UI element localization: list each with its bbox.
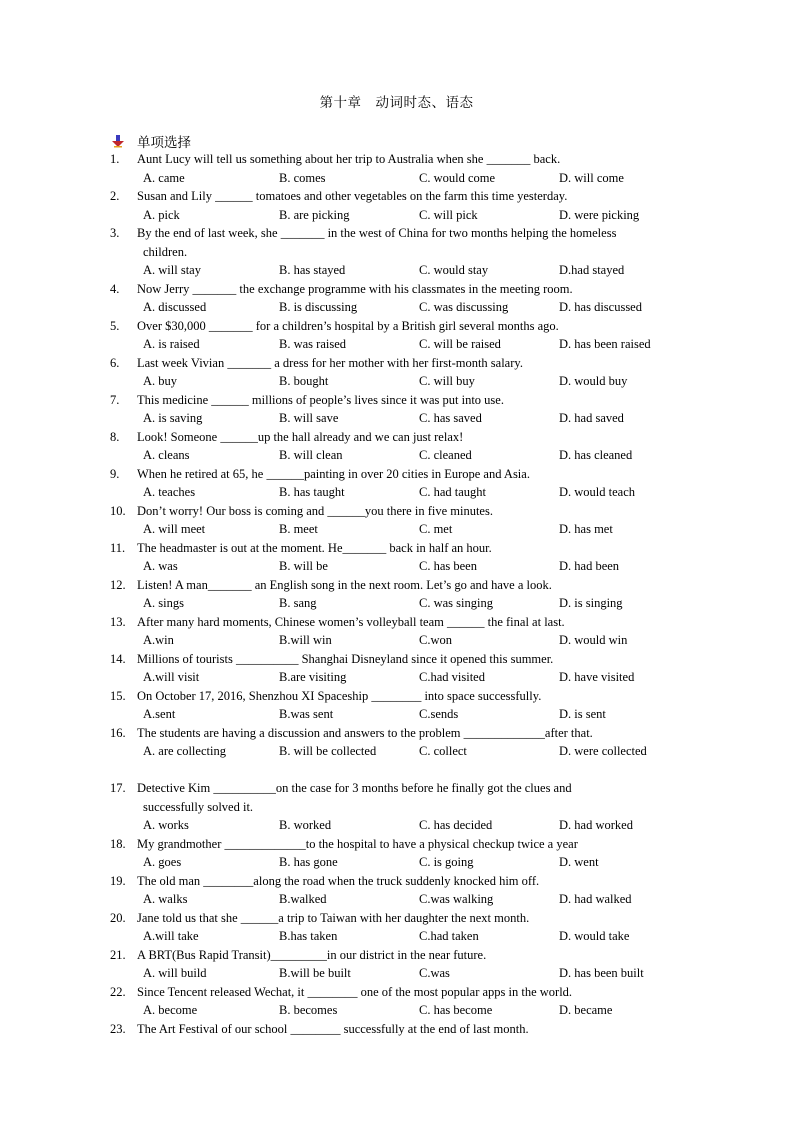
question-item: [0, 391, 793, 428]
question-number: 3.: [110, 226, 120, 240]
answer-options: [0, 409, 793, 428]
question-number: 17.: [110, 781, 126, 795]
answer-option-b: B. will save: [279, 411, 339, 425]
answer-option-c: C. will buy: [419, 374, 475, 388]
answer-option-d: D. had been: [559, 559, 620, 573]
question-item: [0, 224, 793, 280]
answer-option-c: C. was discussing: [419, 300, 509, 314]
question-number: 23.: [110, 1021, 126, 1036]
question-number: 2.: [110, 189, 120, 203]
answer-option-c: C.sends: [419, 707, 459, 721]
section-label: 单项选择: [137, 135, 191, 150]
answer-option-a: A. came: [143, 170, 185, 185]
question-item: [0, 428, 793, 465]
answer-option-c: C. met: [419, 522, 453, 536]
answer-options: [0, 594, 793, 613]
question-stem: [0, 650, 793, 669]
question-text: Millions of tourists __________ Shanghai Disneyland since it opened this summer.: [137, 651, 554, 666]
question-text: The students are having a discussion and answers to the problem _____________after that.: [137, 725, 593, 740]
question-number: 10.: [110, 503, 126, 518]
answer-options: [0, 964, 793, 983]
section-heading: [111, 131, 191, 151]
answer-option-d: D. had walked: [559, 892, 632, 906]
answer-options: [0, 557, 793, 576]
question-item: [0, 724, 793, 780]
answer-option-c: C.was walking: [419, 892, 494, 906]
answer-option-c: C. has saved: [419, 411, 482, 425]
answer-option-c: C. had taught: [419, 485, 487, 499]
answer-option-c: C. has been: [419, 559, 477, 573]
blank-gap: [0, 761, 793, 780]
question-text: By the end of last week, she _______ in the west of China for two months helping the homeless: [137, 226, 617, 240]
question-number: 13.: [110, 614, 126, 629]
answer-option-b: B. are picking: [279, 207, 350, 222]
question-stem: [0, 502, 793, 521]
answer-option-a: A. is raised: [143, 337, 200, 351]
question-text: On October 17, 2016, Shenzhou XI Spaceship ________ into space successfully.: [137, 688, 542, 703]
answer-option-b: B.has taken: [279, 929, 338, 943]
question-number: 16.: [110, 725, 126, 740]
answer-option-d: D. has been raised: [559, 337, 651, 351]
question-item: [0, 354, 793, 391]
answer-option-d: D. were collected: [559, 744, 647, 758]
question-number: 1.: [110, 152, 120, 166]
question-text: When he retired at 65, he ______painting in over 20 cities in Europe and Asia.: [137, 466, 530, 481]
answer-options: [0, 1001, 793, 1020]
question-stem: [0, 465, 793, 484]
question-text: Detective Kim __________on the case for 3 months before he finally got the clues and: [137, 781, 572, 795]
answer-options: [0, 853, 793, 872]
question-item: [0, 983, 793, 1020]
question-item: [0, 835, 793, 872]
question-number: 14.: [110, 651, 126, 666]
question-stem: [0, 280, 793, 299]
answer-options: [0, 335, 793, 354]
question-stem: [0, 835, 793, 854]
question-text: Since Tencent released Wechat, it ________ one of the most popular apps in the world.: [137, 984, 573, 999]
answer-option-a: A. become: [143, 1003, 198, 1017]
question-stem: [0, 224, 793, 243]
question-stem: [0, 317, 793, 336]
answer-option-c: C. has become: [419, 1003, 493, 1017]
answer-option-a: A. will stay: [143, 263, 201, 277]
question-text: The headmaster is out at the moment. He_______ back in half an hour.: [137, 540, 492, 555]
question-text: Look! Someone ______up the hall already and we can just relax!: [137, 429, 464, 444]
question-item: [0, 1020, 793, 1039]
question-number: 5.: [110, 318, 120, 333]
question-text: Aunt Lucy will tell us something about her trip to Australia when she _______ back.: [137, 152, 561, 166]
answer-option-d: D. went: [559, 855, 599, 869]
question-text-continued: children.: [143, 244, 188, 259]
answer-options: [0, 298, 793, 317]
answer-options: [0, 631, 793, 650]
answer-options: [0, 668, 793, 687]
question-stem: [0, 187, 793, 206]
answer-option-d: D. would take: [559, 929, 630, 943]
answer-option-d: D. had saved: [559, 411, 624, 425]
question-text: Over $30,000 _______ for a children’s hospital by a British girl several months ago.: [137, 318, 559, 333]
answer-options: [0, 372, 793, 391]
answer-option-a: A. discussed: [143, 300, 207, 314]
answer-option-a: A. was: [143, 559, 178, 573]
answer-option-c: C. has decided: [419, 818, 493, 832]
question-number: 15.: [110, 688, 126, 703]
answer-option-a: A. will build: [143, 966, 207, 980]
arrow-bullet-icon: [111, 134, 125, 148]
question-item: [0, 613, 793, 650]
question-item: [0, 687, 793, 724]
question-number: 20.: [110, 910, 126, 925]
answer-option-a: A. goes: [143, 855, 182, 869]
question-stem: [0, 909, 793, 928]
question-stem: [0, 946, 793, 965]
question-text: The Art Festival of our school ________ successfully at the end of last month.: [137, 1021, 529, 1036]
answer-option-d: D. were picking: [559, 207, 640, 222]
answer-options: [0, 261, 793, 280]
question-text: The old man ________along the road when the truck suddenly knocked him off.: [137, 873, 540, 888]
answer-option-b: B. has taught: [279, 485, 345, 499]
question-item: [0, 779, 793, 835]
answer-option-a: A.sent: [143, 707, 176, 721]
question-number: 6.: [110, 355, 120, 370]
answer-option-d: D. had worked: [559, 818, 633, 832]
answer-options: [0, 705, 793, 724]
answer-option-b: B. was raised: [279, 337, 346, 351]
answer-option-b: B.walked: [279, 892, 327, 906]
answer-option-d: D. became: [559, 1003, 613, 1017]
answer-option-c: C. cleaned: [419, 448, 472, 462]
answer-options: [0, 742, 793, 761]
question-item: [0, 502, 793, 539]
question-item: [0, 317, 793, 354]
answer-options: [0, 520, 793, 539]
answer-option-a: A. works: [143, 818, 189, 832]
question-number: 19.: [110, 873, 126, 888]
answer-option-b: B. has stayed: [279, 263, 346, 277]
question-stem: [0, 539, 793, 558]
answer-options: [0, 483, 793, 502]
answer-option-c: C.had taken: [419, 929, 479, 943]
answer-option-d: D. is sent: [559, 707, 606, 721]
question-text: Now Jerry _______ the exchange programme with his classmates in the meeting room.: [137, 281, 573, 296]
question-text: Susan and Lily ______ tomatoes and other vegetables on the farm this time yesterday.: [137, 189, 568, 203]
question-item: [0, 465, 793, 502]
answer-option-c: C. would stay: [419, 263, 489, 277]
answer-option-c: C. will pick: [419, 207, 478, 222]
question-number: 4.: [110, 281, 120, 296]
answer-option-a: A. cleans: [143, 448, 190, 462]
question-stem: [0, 983, 793, 1002]
question-number: 18.: [110, 836, 126, 851]
answer-option-a: A. buy: [143, 374, 178, 388]
question-stem: [0, 428, 793, 447]
answer-option-b: B. will be: [279, 559, 328, 573]
question-number: 7.: [110, 392, 120, 407]
question-stem: [0, 872, 793, 891]
answer-option-b: B. sang: [279, 596, 317, 610]
answer-option-b: B.will be built: [279, 966, 351, 980]
question-stem: [0, 354, 793, 373]
question-item: [0, 650, 793, 687]
question-item: [0, 576, 793, 613]
question-item: [0, 909, 793, 946]
question-item: [0, 280, 793, 317]
question-number: 21.: [110, 947, 126, 962]
question-item: [0, 150, 793, 187]
answer-option-a: A.win: [143, 633, 174, 647]
answer-option-b: B. will clean: [279, 448, 343, 462]
answer-options: [0, 816, 793, 835]
answer-option-b: B. has gone: [279, 855, 338, 869]
answer-option-b: B. becomes: [279, 1003, 338, 1017]
question-number: 9.: [110, 466, 120, 481]
question-number: 22.: [110, 984, 126, 999]
answer-option-b: B. comes: [279, 170, 326, 185]
answer-options: [0, 169, 793, 188]
answer-option-d: D. would win: [559, 633, 628, 647]
answer-option-d: D. would buy: [559, 374, 628, 388]
answer-option-d: D.had stayed: [559, 263, 625, 277]
question-item: [0, 539, 793, 576]
answer-option-a: A. are collecting: [143, 744, 226, 758]
answer-option-b: B. meet: [279, 522, 318, 536]
question-number: 8.: [110, 429, 120, 444]
question-text: My grandmother _____________to the hospital to have a physical checkup twice a year: [137, 836, 578, 851]
question-text: Don’t worry! Our boss is coming and ______you there in five minutes.: [137, 503, 493, 518]
question-item: [0, 187, 793, 224]
question-stem: [0, 391, 793, 410]
answer-option-c: C. will be raised: [419, 337, 501, 351]
answer-option-a: A. will meet: [143, 522, 206, 536]
question-list: [0, 150, 793, 1038]
answer-option-d: D. has discussed: [559, 300, 642, 314]
answer-option-d: D. is singing: [559, 596, 623, 610]
question-item: [0, 946, 793, 983]
question-stem: [0, 687, 793, 706]
answer-options: [0, 890, 793, 909]
answer-option-a: A.will visit: [143, 670, 200, 684]
answer-option-b: B. will be collected: [279, 744, 377, 758]
answer-option-d: D. has cleaned: [559, 448, 633, 462]
question-text: Jane told us that she ______a trip to Taiwan with her daughter the next month.: [137, 910, 530, 925]
question-stem: [0, 576, 793, 595]
question-stem: [0, 150, 793, 169]
question-stem: [0, 724, 793, 743]
question-text: A BRT(Bus Rapid Transit)_________in our district in the near future.: [137, 947, 487, 962]
question-text: This medicine ______ millions of people’s lives since it was put into use.: [137, 392, 504, 407]
answer-option-c: C. was singing: [419, 596, 493, 610]
answer-options: [0, 206, 793, 225]
question-item: [0, 872, 793, 909]
answer-option-c: C. is going: [419, 855, 474, 869]
answer-option-a: A. sings: [143, 596, 184, 610]
question-text-continued: successfully solved it.: [143, 799, 254, 814]
answer-option-b: B.will win: [279, 633, 332, 647]
answer-option-a: A. walks: [143, 892, 188, 906]
answer-option-c: C.was: [419, 966, 450, 980]
answer-option-c: C. would come: [419, 170, 496, 185]
answer-option-a: A. teaches: [143, 485, 196, 499]
answer-options: [0, 927, 793, 946]
answer-option-c: C.had visited: [419, 670, 485, 684]
answer-option-d: D. would teach: [559, 485, 636, 499]
answer-option-b: B.are visiting: [279, 670, 347, 684]
question-stem: [0, 779, 793, 798]
question-stem: [0, 613, 793, 632]
answer-option-b: B. is discussing: [279, 300, 358, 314]
answer-option-d: D. has been built: [559, 966, 644, 980]
question-text: After many hard moments, Chinese women’s volleyball team ______ the final at last.: [137, 614, 565, 629]
question-number: 12.: [110, 577, 126, 592]
answer-option-a: A. is saving: [143, 411, 203, 425]
answer-option-a: A. pick: [143, 207, 180, 222]
page-title: 第十章 动词时态、语态: [319, 95, 474, 110]
answer-option-d: D. have visited: [559, 670, 635, 684]
question-number: 11.: [110, 540, 126, 555]
answer-options: [0, 446, 793, 465]
question-text: Last week Vivian _______ a dress for her mother with her first-month salary.: [137, 355, 523, 370]
answer-option-d: D. has met: [559, 522, 613, 536]
answer-option-c: C.won: [419, 633, 452, 647]
answer-option-b: B.was sent: [279, 707, 334, 721]
answer-option-c: C. collect: [419, 744, 467, 758]
question-text: Listen! A man_______ an English song in the next room. Let’s go and have a look.: [137, 577, 552, 592]
answer-option-d: D. will come: [559, 170, 624, 185]
answer-option-a: A.will take: [143, 929, 199, 943]
answer-option-b: B. worked: [279, 818, 332, 832]
answer-option-b: B. bought: [279, 374, 329, 388]
question-stem: [0, 1020, 793, 1039]
